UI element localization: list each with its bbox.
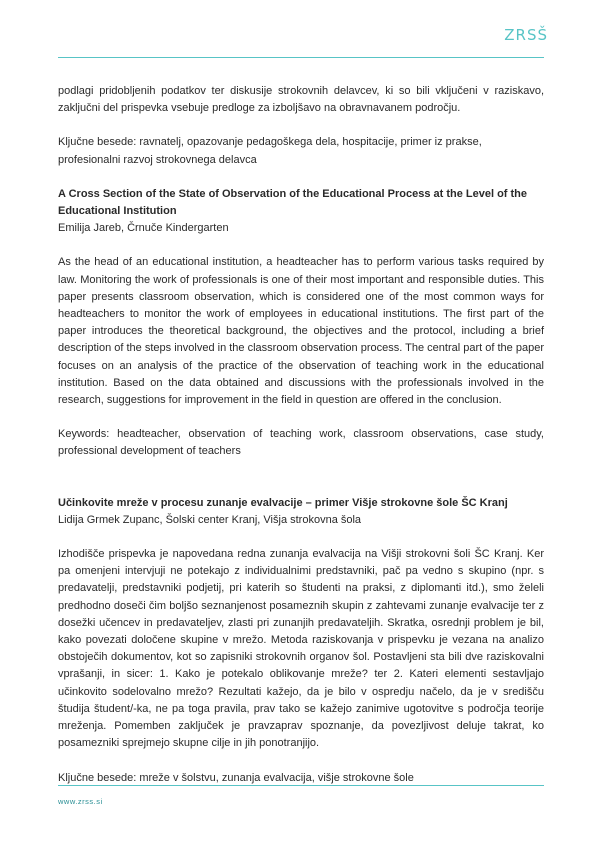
- article1-keywords: Keywords: headteacher, observation of teaching work, classroom observations, case study, professional development of teachers: [58, 428, 544, 458]
- intro-keywords: Ključne besede: ravnatelj, opazovanje pedagoškega dela, hospitacije, primer iz prakse, profesionalni razvoj strokovnega delavca: [58, 136, 482, 166]
- article2-abstract: Izhodišče prispevka je napovedana redna zunanja evalvacija na Višji strokovni šoli ŠC Kranj. Ker pa omenjeni intervjuji ne potekajo z individualnimi predstavniki, pač pa vedno s skupino (npr. s predavatelji, predstavniki podjetij, pri katerih so študenti na praksi, z diplomanti itd.), smo želeli predhodno doseči čim boljšo seznanjenost posameznih skupin z zahtevami zunanje evalvacije ter z dosežki učencev in predavateljev, zlasti pri zunanjih predavateljih. Skratka, osrednji problem je bil, kako povezati določene skupine v mrežo. Metoda raziskovanja v prispevku je vezana na analizo obstoječih dokumentov, kot so zapisniki strokovnih organov šol. Postavljeni sta bili dve raziskovalni vprašanji, in sicer: 1. Kako je potekalo oblikovanje mreže? ter 2. Kateri elementi sestavljajo učinkovito sodelovalno mrežo? Rezultati kažejo, da je bilo v ospredju načelo, da je v središču študija študent/-ka, ne pa toga pravila, prav tako se kažejo zanimive ugotovitve s področja teorije mreženja. Pomemben zaključek je pravzaprav spoznanje, da povezljivost deluje takrat, ko posamezniki sprejmejo skupne cilje in jih ponotranjijo.: [58, 548, 544, 750]
- article2-title: Učinkovite mreže v procesu zunanje evalvacije – primer Višje strokovne šole ŠC Kranj: [58, 496, 508, 509]
- article2-author: Lidija Grmek Zupanc, Šolski center Kranj, Višja strokovna šola: [58, 513, 362, 526]
- article1-abstract: As the head of an educational institution, a headteacher has to perform various tasks required by law. Monitoring the work of professionals is one of their most important and responsible duties. This paper presents classroom observation, which is considered one of the most common ways for headteachers to monitor the work of employees in educational institutions. The first part of the paper introduces the theoretical background, the objectives and the protocol, including a brief description of the steps involved in the classroom observation process. The central part of the paper focuses on an analysis of the practice of the observation of teaching work in the educational institution. Based on the data obtained and discussions with the professionals involved in the research, suggestions for improvement in the field in question are offered in the conclusion.: [58, 256, 544, 407]
- article1-title: A Cross Section of the State of Observation of the Educational Process at the Level of the Educational Institution: [58, 187, 528, 218]
- page-content: [58, 83, 544, 787]
- zrss-logo: ZRSŠ: [504, 26, 548, 44]
- footer-url[interactable]: www.zrss.si: [58, 797, 103, 806]
- footer-divider: [58, 785, 544, 786]
- header-divider: [58, 57, 544, 58]
- article2-keywords: Ključne besede: mreže v šolstvu, zunanja evalvacija, višje strokovne šole: [58, 771, 414, 784]
- article1-author: Emilija Jareb, Črnuče Kindergarten: [58, 222, 229, 235]
- intro-paragraph: podlagi pridobljenih podatkov ter diskusije strokovnih delavcev, ki so bili vključeni v raziskavo, zaključni del prispevka vsebuje predloge za izboljšavo na obravnavanem področju.: [58, 85, 544, 115]
